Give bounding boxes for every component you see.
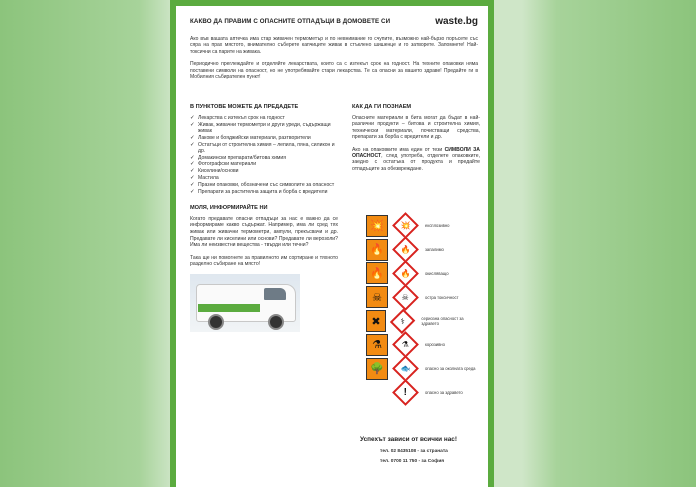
checkmark-icon: ✓ bbox=[190, 174, 195, 181]
hazard-symbols bbox=[366, 214, 476, 404]
hazard-row bbox=[366, 333, 476, 357]
recognize-paragraph: Ако на опаковките има един от тези СИМВОЛИ ЗА ОПАСНОСТ, след употреба, отделете опаковките, заедно с остатъка от продукта и предайте отпадъците за обезвреждане. bbox=[352, 146, 480, 172]
van-wheel bbox=[268, 314, 284, 330]
accepted-items-list bbox=[190, 115, 338, 195]
hazard-label: експлозивно bbox=[425, 223, 450, 229]
ghs-health-hazard-icon: ⚕ bbox=[390, 308, 416, 334]
hazard-label: опасно за околната среда bbox=[425, 366, 476, 372]
harmful-icon: ✖ bbox=[366, 310, 386, 332]
right-column bbox=[352, 104, 480, 178]
slogan: Успехът зависи от всички нас! bbox=[360, 436, 457, 443]
hazard-row bbox=[366, 238, 476, 262]
hazard-label: сериозна опасност за здравето bbox=[421, 316, 464, 327]
list-item: ✓ Домакински препарати/битова химия bbox=[190, 154, 287, 161]
ghs-toxic-icon: ☠ bbox=[392, 284, 419, 311]
intro-paragraph: Периодично преглеждайте и отделяйте лекарствата, които са с изтекъл срок на годност. На техните опаковки няма поставени символи на опасност, но не употребявайте стари лекарства. Те са опасни за вашето здраве! Предайте ги в Мобилния събирателен пункт! bbox=[190, 61, 478, 81]
environment-icon: 🌳 bbox=[366, 358, 388, 380]
explosive-icon: 💥 bbox=[366, 215, 388, 237]
intro-paragraph: Ако във вашата аптечка има стар живачен термометър и по невнимание го счупите, възможно най-бързо поръсете със сяра на прах мястото, внимателно съберете капчиците живак в стъклено шишенце и го затворете. Запомнете! Най-токсични са парите на живака. bbox=[190, 36, 478, 55]
inform-paragraph: Така ще ни помогнете за правилното им сортиране и тяхното разделно събиране на място! bbox=[190, 254, 338, 268]
checkmark-icon: ✓ bbox=[190, 161, 195, 168]
ghs-corrosive-icon: ⚗ bbox=[392, 331, 419, 358]
van-stripe bbox=[198, 304, 260, 312]
checkmark-icon: ✓ bbox=[190, 115, 195, 121]
section-title: КАК ДА ГИ ПОЗНАЕМ bbox=[352, 104, 412, 110]
recognize-paragraph: Опасните материали в бита могат да бъдат в най-различни продукти – битова и строителна химия, технически материали, почистващи средства, препарати за борба с вредители и др. bbox=[352, 115, 480, 141]
ghs-exclamation-icon: ! bbox=[392, 379, 419, 406]
list-item: ✓ Киселини/основи bbox=[190, 168, 239, 175]
checkmark-icon: ✓ bbox=[190, 154, 195, 161]
hazard-row bbox=[366, 214, 476, 238]
hazard-row bbox=[366, 285, 476, 309]
inform-paragraph: Когато предавате опасни отпадъци за нас е важно да се информираме какво съдържат. Например, има ли сред тях живак или живачни термометри, ампули, прекъсвачи и др. Предавате ли киселини или основи? Предавате ли верозоли? Има ли неизвестни вещества - твърди или течни? bbox=[190, 215, 338, 249]
hazard-row bbox=[366, 381, 476, 405]
checkmark-icon: ✓ bbox=[190, 188, 195, 195]
list-item: ✓ Препарати за растителна защита и борба с вредители bbox=[190, 188, 328, 195]
collection-van-image bbox=[190, 274, 300, 332]
ghs-oxidizing-icon: 🔥 bbox=[392, 260, 419, 287]
list-item: ✓ Празни опаковки, обозначени със символите за опасност bbox=[190, 181, 335, 188]
hazard-label: остра токсичност bbox=[425, 294, 459, 300]
checkmark-icon: ✓ bbox=[190, 141, 195, 148]
corrosive-icon: ⚗ bbox=[366, 334, 388, 356]
ghs-explosive-icon: 💥 bbox=[392, 212, 419, 239]
van-window bbox=[264, 288, 286, 300]
hazard-label: окисляващо bbox=[425, 270, 449, 276]
ghs-environment-icon: 🐟 bbox=[392, 355, 419, 382]
contacts bbox=[380, 447, 480, 467]
section-title: МОЛЯ, ИНФОРМИРАЙТЕ НИ bbox=[190, 204, 268, 211]
checkmark-icon: ✓ bbox=[190, 121, 195, 128]
ghs-flammable-icon: 🔥 bbox=[392, 236, 419, 263]
phone-line: тел. 02 8435108 - за страната bbox=[380, 449, 448, 454]
oxidizing-icon: 🔥 bbox=[366, 262, 388, 284]
checkmark-icon: ✓ bbox=[190, 168, 195, 175]
van-wheel bbox=[208, 314, 224, 330]
list-item: ✓ Мастила bbox=[190, 174, 219, 181]
checkmark-icon: ✓ bbox=[190, 181, 195, 188]
hazard-label: корозивно bbox=[425, 342, 445, 348]
hazard-row bbox=[366, 357, 476, 381]
phone-line: тел. 0700 11 750 - за София bbox=[380, 459, 445, 464]
left-column bbox=[190, 104, 338, 332]
hazard-label: запалимо bbox=[425, 247, 444, 253]
toxic-icon: ☠ bbox=[366, 286, 388, 308]
list-item: ✓ Остатъци от строителна химия – лепила, пяна, силикон и др. bbox=[190, 141, 335, 154]
list-item: ✓ Живак, живачни термометри и други уреди, съдържащи живак bbox=[190, 121, 331, 134]
checkmark-icon: ✓ bbox=[190, 134, 195, 141]
flyer-content bbox=[176, 0, 488, 487]
list-item: ✓ Лакове и бояджийски материали, разтворители bbox=[190, 134, 311, 141]
section-title: В ПУНКТОВЕ МОЖЕТЕ ДА ПРЕДАДЕТЕ bbox=[190, 104, 299, 110]
flammable-icon: 🔥 bbox=[366, 239, 388, 261]
list-item: ✓ Лекарства с изтекъл срок на годност bbox=[190, 115, 285, 121]
hazard-row bbox=[366, 309, 476, 333]
hazard-label: опасно за здравето bbox=[425, 389, 463, 395]
logo: waste.bg bbox=[435, 15, 478, 27]
hazard-row bbox=[366, 262, 476, 286]
flyer-title: КАКВО ДА ПРАВИМ С ОПАСНИТЕ ОТПАДЪЦИ В ДОМОВЕТЕ СИ bbox=[190, 17, 391, 25]
list-item: ✓ Фотографски материали bbox=[190, 161, 257, 168]
